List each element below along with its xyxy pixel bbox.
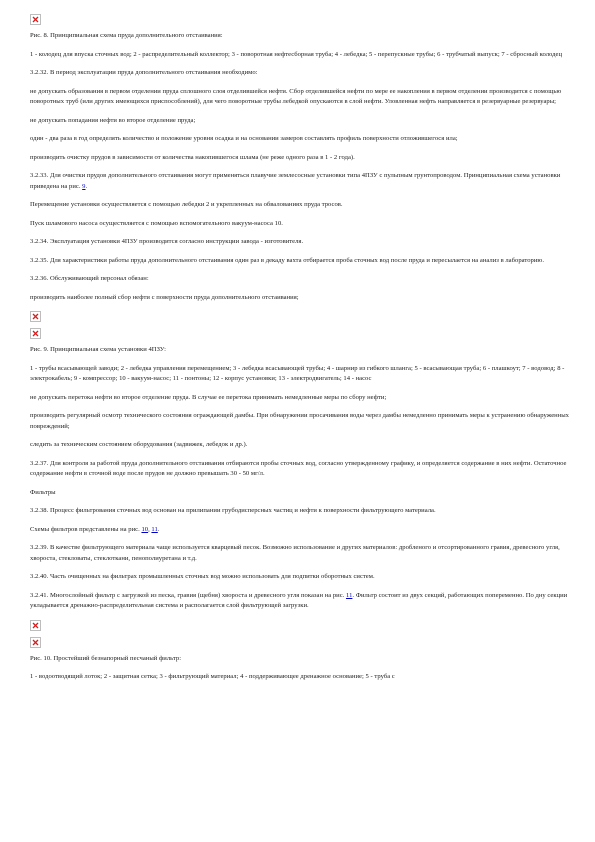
paragraph-text: Рис. 8. Принципиальная схема пруда дополнительного отстаивания: bbox=[30, 32, 223, 39]
figure-link[interactable]: 9 bbox=[82, 182, 86, 190]
paragraph bbox=[30, 134, 570, 145]
paragraph-text: не допускать попадания нефти во второе отделение пруда; bbox=[30, 116, 196, 124]
paragraph bbox=[30, 411, 570, 432]
paragraph-text: производить регулярный осмотр технического состояния ограждающей дамбы. При обнаружении просачивания воды через дамбы немедленно принимать меры к устранению обнаруженных повреждений; bbox=[30, 412, 569, 430]
paragraph bbox=[30, 171, 570, 192]
paragraph bbox=[30, 200, 570, 211]
paragraph-text: 3.2.38. Процесс фильтрования сточных вод основан на прилипании грубодисперсных частиц и нефти к поверхности фильтрующего материала. bbox=[30, 507, 436, 514]
document-page bbox=[30, 14, 570, 691]
paragraph-text: 3.2.39. В качестве фильтрующего материала чаще используется кварцевый песок. Возможно использование и других материалов: дробленого и отсортированного гравия, древесного угля, хворостa, стекловаты, стеклоткани, пенополиуретана и т.д. bbox=[30, 544, 560, 562]
paragraph-text: 3.2.34. Эксплуатация установки 4ПЗУ производится согласно инструкции завода - изготовителя. bbox=[30, 238, 304, 245]
paragraph-text: не допускать образования в первом отделении пруда сплошного слоя отделившейся нефти. Сбор отделившейся нефти по мере ее накопления в первом отделении производится с помощью поворотных труб (или других имеющихся приспособлений), для чего поворотные трубы лебедкой опускаются в слой нефти. Уловленная нефть направляется в резервуарные резервуары; bbox=[30, 87, 562, 105]
paragraph bbox=[30, 506, 570, 517]
paragraph bbox=[30, 219, 570, 230]
paragraph bbox=[30, 459, 570, 480]
paragraph-text: 1 - трубы всасывающей заводи; 2 - лебедка управления перемещением; 3 - лебедка всасывающей трубы; 4 - шарнир из гибкого шланга; 5 - всасывающая труба; 6 - плашкоут; 7 - водовод; 8 - электрокабель; 9 - компрессор; 10 - вакуум-насос; 11 - понтоны; 12 - корпус установки; 13 - электродвигатель; 14 - насос bbox=[30, 364, 565, 382]
paragraph-text: 3.2.40. Часть очищенных на фильтрах промышленных сточных вод можно использовать для подпитки оборотных систем. bbox=[30, 573, 375, 580]
paragraph-text: 3.2.37. Для контроля за работой пруда дополнительного отстаивания отбираются пробы сточных вод, согласно утвержденному графику, и определяется содержание в них нефти. Остаточное содержание нефти в сточной воде после прудов не должно превышать 30 - 50 мг/л. bbox=[30, 459, 567, 477]
paragraph bbox=[30, 50, 570, 61]
paragraph-text: следить за техническим состоянием оборудования (задвижек, лебедок и др.). bbox=[30, 441, 248, 448]
paragraph bbox=[30, 153, 570, 164]
paragraph-text: , bbox=[148, 525, 152, 533]
paragraph bbox=[30, 256, 570, 267]
paragraph-text: Перемещение установки осуществляется с помощью лебедки 2 и укрепленных на обвалованиях пруда тросов. bbox=[30, 201, 343, 208]
paragraph-text: производить очистку прудов в зависимости от количества накопившегося шлама (не реже одного раза в 1 - 2 года). bbox=[30, 153, 355, 161]
paragraph bbox=[30, 543, 570, 564]
paragraph-text: 3.2.33. Для очистки прудов дополнительного отстаивания могут применяться плавучие землесосные установки типа 4ПЗУ с пульпным грунтопроводом. Принципиальная схема установки приведена на рис. bbox=[30, 172, 561, 190]
paragraph bbox=[30, 488, 570, 499]
broken-image-icon bbox=[30, 620, 41, 631]
paragraph-text: 3.2.35. Для характеристики работы пруда дополнительного отстаивания один раз в декаду вахта отбирается проба сточных вод после пруда и пересылается на анализ в лабораторию. bbox=[30, 256, 545, 264]
paragraph-text: 1 - водоотводящий лоток; 2 - защитная сетка; 3 - фильтрующий материал; 4 - поддерживающее дренажное основание; 5 - труба с bbox=[30, 673, 395, 680]
figure-link[interactable]: 11 bbox=[151, 525, 158, 533]
paragraph-text: Рис. 9. Принципиальная схема установки 4ПЗУ: bbox=[30, 346, 167, 353]
paragraph-text: 3.2.36. Обслуживающий персонал обязан: bbox=[30, 275, 149, 282]
paragraph-text: Пуск шламового насоса осуществляется с помощью вспомогательного вакуум-насоса 10. bbox=[30, 219, 283, 227]
broken-image-icon bbox=[30, 311, 41, 322]
figure-link[interactable]: 11 bbox=[346, 591, 353, 599]
broken-image-icon bbox=[30, 637, 41, 648]
paragraph bbox=[30, 364, 570, 385]
paragraph bbox=[30, 672, 570, 683]
paragraph bbox=[30, 654, 570, 665]
paragraph-text: Схемы фильтров представлены на рис. bbox=[30, 525, 142, 533]
broken-image-icon bbox=[30, 328, 41, 339]
paragraph-text: один - два раза в год определять количество и положение уровня осадка и на основании замеров составлять профиль поверхности отложившегося ила; bbox=[30, 135, 458, 142]
paragraph bbox=[30, 393, 570, 404]
paragraph bbox=[30, 237, 570, 248]
paragraph bbox=[30, 525, 570, 536]
paragraph bbox=[30, 440, 570, 451]
broken-image-icon bbox=[30, 14, 41, 25]
paragraph bbox=[30, 274, 570, 285]
paragraph-text: Рис. 10. Простейший безнапорный песчаный фильтр: bbox=[30, 654, 182, 662]
paragraph-text: 3.2.32. В период эксплуатации пруда дополнительного отстаивания необходимо: bbox=[30, 69, 258, 76]
paragraph bbox=[30, 591, 570, 612]
paragraph-text: . bbox=[157, 525, 160, 533]
paragraph-text: 3.2.41. Многослойный фильтр с загрузкой из песка, гравия (щебня) хворостa и древесного угля показан на рис. bbox=[30, 591, 347, 599]
paragraph-text: не допускать перетока нефти во второе отделение пруда. В случае ее перетока принимать немедленные меры по сбору нефти; bbox=[30, 393, 387, 401]
paragraph bbox=[30, 116, 570, 127]
figure-link[interactable]: 10 bbox=[141, 525, 149, 533]
paragraph bbox=[30, 345, 570, 356]
paragraph-text: Фильтры bbox=[30, 488, 56, 496]
paragraph-text: . Фильтр состоит из двух секций, работающих попеременно. По дну секции укладывается дренажно-распределительная система и располагается слой фильтрующей загрузки. bbox=[30, 591, 568, 609]
paragraph bbox=[30, 572, 570, 583]
paragraph bbox=[30, 87, 570, 108]
paragraph-text: производить наиболее полный сбор нефти с поверхности пруда дополнительного отстаивания; bbox=[30, 293, 299, 301]
paragraph-text: . bbox=[85, 182, 88, 190]
paragraph-text: 1 - колодец для впуска сточных вод; 2 - распределительный коллектор; 3 - поворотная нефтесборная труба; 4 - лебедка; 5 - перепускные трубы; 6 - трубчатый выпуск; 7 - сбросный колодец bbox=[30, 50, 563, 58]
paragraph bbox=[30, 31, 570, 42]
paragraph bbox=[30, 68, 570, 79]
paragraph bbox=[30, 293, 570, 304]
